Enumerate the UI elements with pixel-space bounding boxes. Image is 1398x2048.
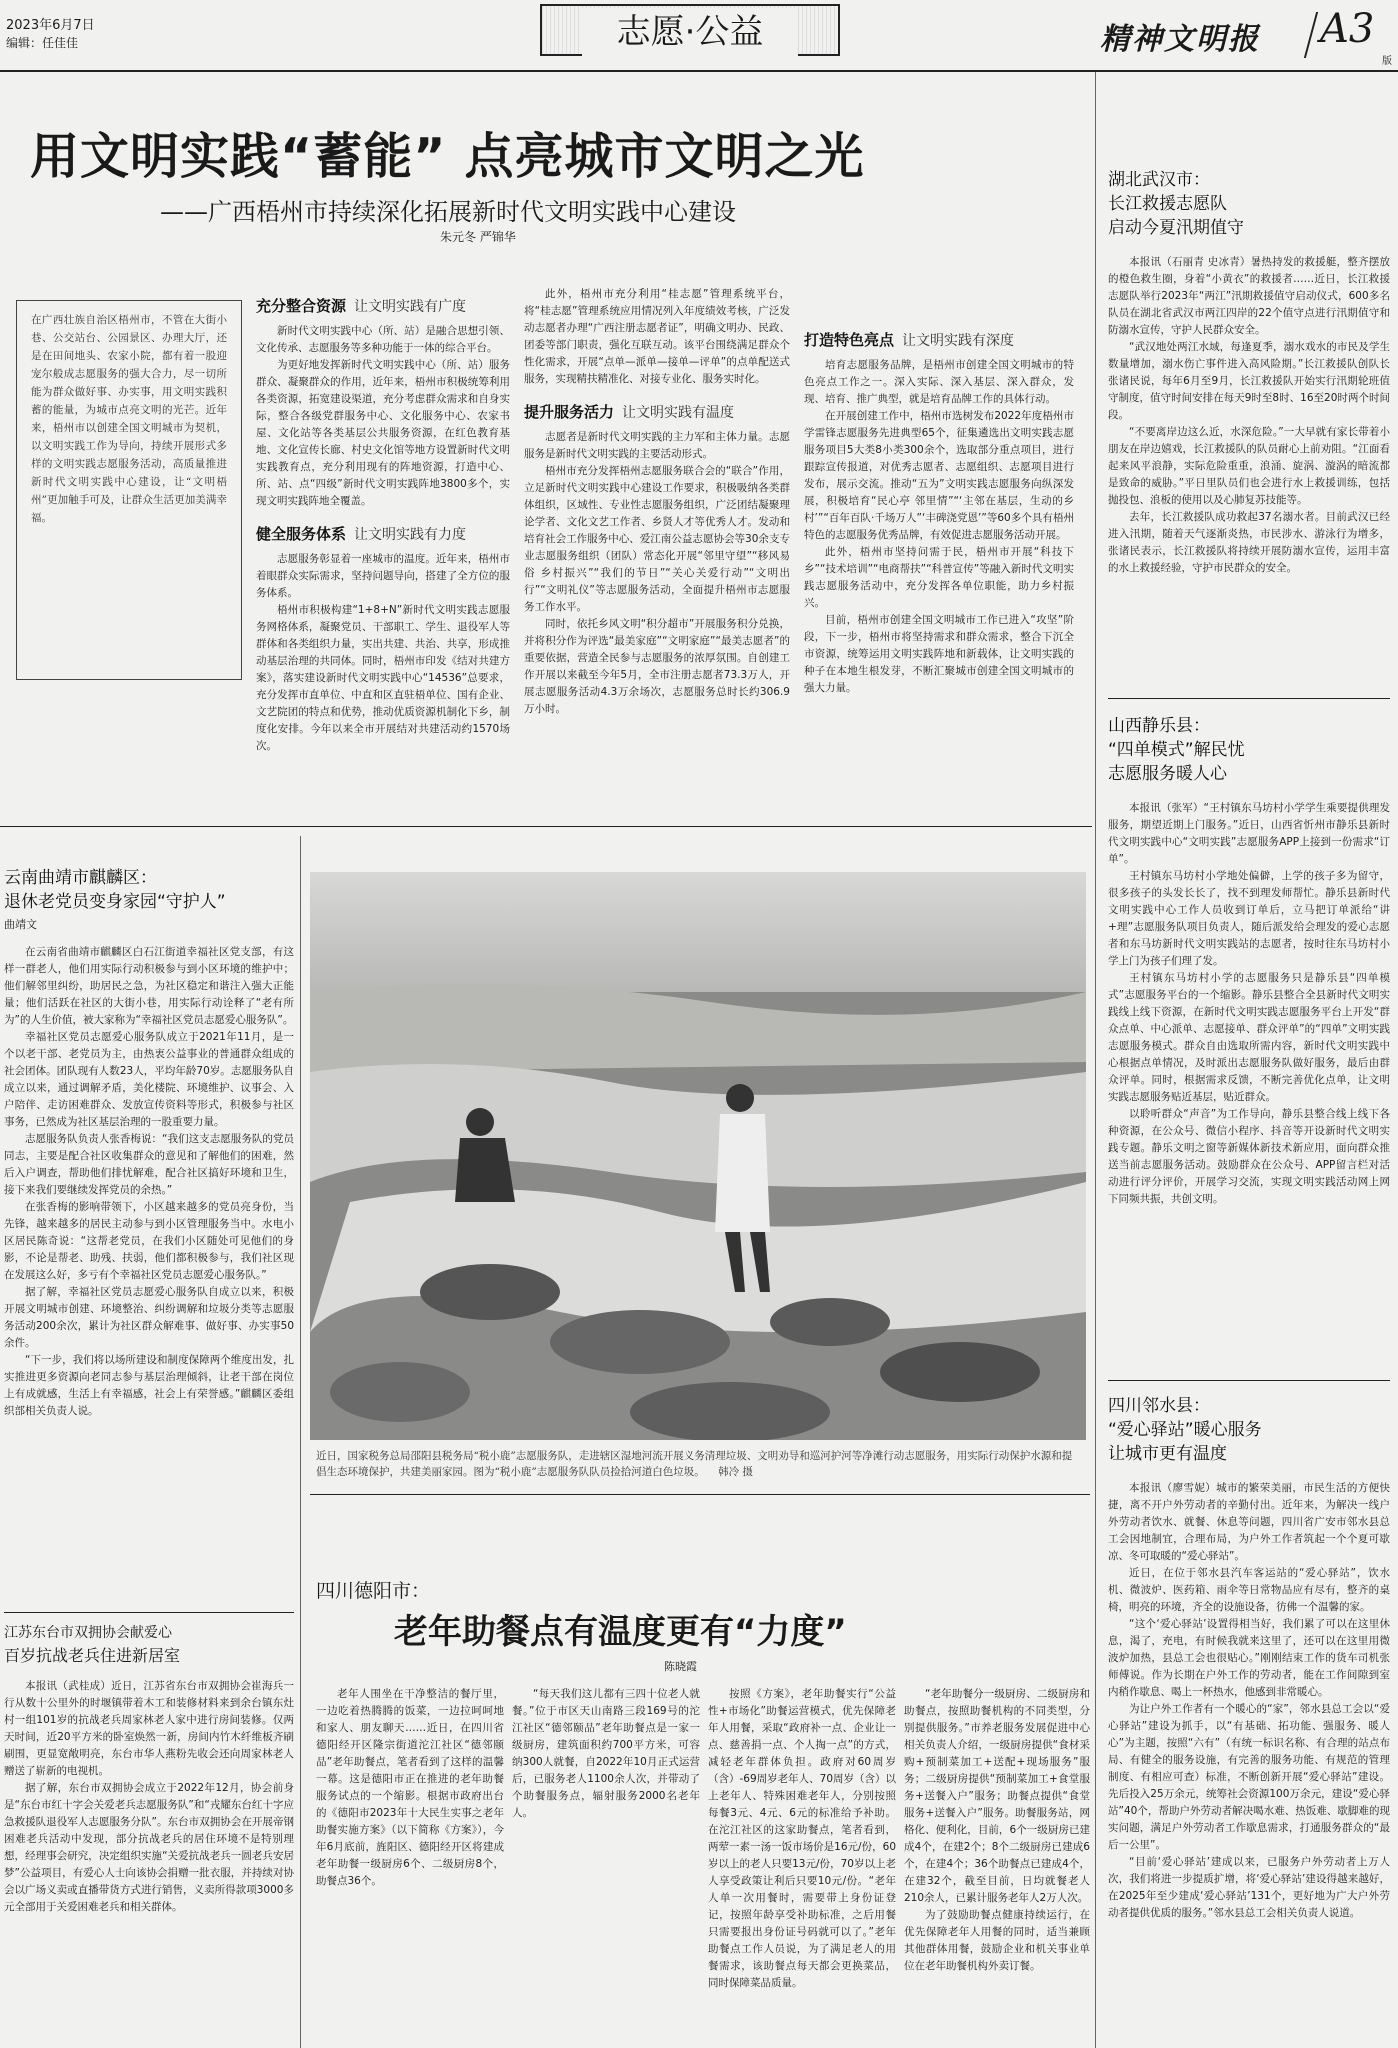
lead-s4-p4: 目前，梧州市创建全国文明城市工作已进入“攻坚”阶段，下一步，梧州市将坚持需求和群众需求，整合下沉全市资源，统筹运用文明实践阵地和新载体，让文明实践的种子在本地生根发芽，不断汇聚城市创建全国文明城市的强大力量。 <box>804 614 1074 694</box>
qujing-body: 在云南省曲靖市麒麟区白石江街道幸福社区党支部，有这样一群老人，他们用实际行动积极参与到小区环境的维护中；他们解邻里纠纷，助居民之急，为社区稳定和谐注入强大正能量；他们活跃在社区的大街小巷，用实际行动诠释了“老有所为”的人生价值，被大家称为“幸福社区党员志愿爱心服务队”。 幸福社区党员志愿爱心服务队成立于2021年11月，是一个以老干部、老党员为主，由热衷公益事业的普通群众组成的社会团体。团队现有人数23人，平均年龄70岁。志愿服务队自成立以来，通过调解矛盾，美化楼院、环境维护、议事会、入户陪伴、走访困难群众、发放宣传资料等形式，积极参与社区事务，已然成为社区基层治理的一股重要力量。 志愿服务队负责人张香梅说：“我们这支志愿服务队的党员同志，主要是配合社区收集群众的意见和了解他们的困难，然后入户调查，帮助他们排忧解难，配合社区搞好环境和卫生，接下来我们要继续发挥党员的余热。” 在张香梅的影响带领下，小区越来越多的党员亮身份，当先锋，越来越多的居民主动参与到小区管理服务当中。水电小区居民陈奇说：“这帮老党员，在我们小区随处可见他们的身影，不论是帮老、助残、扶弱，他们都积极参与，我们社区现在发展这么好，多亏有个幸福社区党员志愿爱心服务队。” 据了解，幸福社区党员志愿爱心服务队自成立以来，积极开展文明城市创建、环境整治、纠纷调解和垃圾分类等志愿服务活动200余次，累计为社区群众解难事、做好事、办实事50余件。 “下一步，我们将以场所建设和制度保障两个维度出发，扎实推进更多资源向老同志参与基层治理倾斜，让老干部在岗位上有成就感，生活上有幸福感，社会上有荣誉感。”麒麟区委组织部相关负责人说。 <box>4 946 294 1417</box>
dongtai-body: 本报讯（武桂成）近日，江苏省东台市双拥协会崔海兵一行从数十公里外的时堰镇带着木工和装修材料来到余台镇东灶村一组101岁的抗战老兵周家林老人家中进行房间装修。仅两天时间，近20平方米的卧室焕然一新，房间内竹木纤维板齐刷刷围，更显宽敞明亮，东台市华人燕粉先收会还向周家林老人赠送了崭新的电视机。 据了解，东台市双拥协会成立于2022年12月，协会前身是“东台市红十字会关爱老兵志愿服务队”和“戎耀东台红十字应急救援队退役军人志愿服务分队”。东台市双拥协会在开展帝钢困难老兵活动中发现，部分抗战老兵的居住环境不是特别理想，经理事会研究，决定组织实施“关爱抗战老兵一圆老兵安居梦”公益项目，有爱心人士向该协会捐赠一批衣服，并持续对协会以广场义卖或直播带货方式进行销售，义卖所得款项3000多元全部用于关爱困难老兵和相关群体。 <box>4 1680 294 1913</box>
lead-s4-p1: 培育志愿服务品牌，是梧州市创建全国文明城市的特色亮点工作之一。深入实际、深入基层、深入群众，发现、培育、推广典型，就是培育品牌工作的具体行动。 <box>804 359 1074 405</box>
lead-subtitle: ——广西梧州市持续深化拓展新时代文明实践中心建设 <box>160 198 736 226</box>
wuhan-title-2: 长江救援志愿队 <box>1108 194 1227 214</box>
side-story-qujing <box>4 866 294 1606</box>
linshui-title-1: 四川邻水县： <box>1108 1396 1210 1416</box>
side-story-jingle <box>1108 714 1390 1374</box>
masthead-rule <box>0 70 1398 72</box>
deyang-headline: 老年助餐点有温度更有“力度” <box>394 1612 847 1652</box>
masthead <box>0 0 1398 72</box>
dongtai-title-1: 江苏东台市双拥协会献爱心 <box>4 1625 172 1641</box>
deyang-title-1: 四川德阳市： <box>316 1580 431 1602</box>
lead-abstract: 在广西壮族自治区梧州市，不管在大街小巷、公交站台、公园景区、办理大厅，还是在田间地头、农家小院，都有着一股迎宠尔般成志愿服务的强大合力，尽一切所能为群众做好事、办实事，用文明实践积蓄的能量，为城市点亮文明的光芒。近年来，梧州市以创建全国文明城市为契机，以文明实践工作为导向，持续开展形式多样的文明实践志愿服务活动，高质量推进新时代文明实践中心建设，让“文明梧州”更加触手可及，让群众生活更加美满幸福。 <box>31 314 227 524</box>
deyang-col-2: “每天我们这儿都有三四十位老人就餐。”位于市区天山南路三段169号的沱江社区“德邻颐品”老年助餐点是一家一级厨房，建筑面积约700平方米，可容纳300人就餐，自2022年10月正式运营后，已服务老人1100余人次，并带动了个助餐服务点，辐射服务2000名老年人。 <box>512 1688 700 1819</box>
section-label: 志愿·公益 <box>582 8 798 56</box>
left-rule-1 <box>4 1612 294 1613</box>
jingle-title-2: “四单模式”解民忧 <box>1108 740 1245 760</box>
deyang-col-1: 老年人围坐在干净整洁的餐厅里，一边吃着热腾腾的饭菜，一边拉呵呵地和家人、朋友聊天……近日，在四川省德阳经开区隆宗街道沱江社区“德邻颐品”老年助餐点，笔者看到了这样的温馨一幕。这是德阳市正在推进的老年助餐服务试点的一个缩影。根据市政府出台的《德阳市2023年十大民生实事之老年助餐实施方案》（以下简称《方案》），今年6月底前，旌阳区、德阳经开区将建成老年助餐一级厨房6个、二级厨房8个，助餐点36个。 <box>316 1688 504 1887</box>
photo-bottom-rule <box>310 1494 1090 1495</box>
side-rule-1 <box>1108 698 1390 699</box>
jingle-body: 本报讯（张军）“王村镇东马坊村小学学生乘要提供理发服务，期望近期上门服务。”近日，山西省忻州市静乐县新时代文明实践中心“文明实践”志愿服务APP上接到一份需求“订单”。 王村镇东马坊村小学地处偏僻，上学的孩子多为留守，很多孩子的头发长长了，找不到理发师帮忙。静乐县新时代文明实践中心工作人员收到订单后，立马把订单派给“讲+理”志愿服务队项目负责人，随后派发给会理发的爱心志愿者和东马坊新时代文明实践站的志愿者，按时往东马坊村小学上门为孩子们理了发。 王村镇东马坊村小学的志愿服务只是静乐县“四单模式”志愿服务平台的一个缩影。静乐县整合全县新时代文明实践线上线下资源，在新时代文明实践志愿服务平台上开发“群众点单、中心派单、志愿接单、群众评单”的“四单”文明实践志愿服务模式。群众自由选取所需内容，新时代文明实践中心根据点单情况，及时派出志愿服务队做好服务，最后由群众评单。同时，根据需求反馈，不断完善优化点单，让文明实践志愿服务贴近基层，贴近群众。 以聆听群众“声音”为工作导向，静乐县整合线上线下各种资源，在公众号、微信小程序、抖音等开设新时代文明实践专题。静乐文明之窗等新媒体新技术新应用，面向群众推送当前志愿服务活动。鼓励群众在公众号、APP留言栏对活动进行评分评价，开展学习交流，实现文明实践活动网上网下同频共振，共创文明。 <box>1108 802 1390 1205</box>
lead-s4-p2: 在开展创建工作中，梧州市选树发布2022年度梧州市学雷锋志愿服务先进典型65个，征集遴选出文明实践志愿服务项目5大类8小类300余个，选取部分重点项目，进行跟踪宣传报道，对优秀志愿者、志愿组织、志愿项目进行发布，展示交流。推动“五为”文明实践志愿服务向纵深发展，积极培育“民心亭 邻里情”“‘主邻在基层，生动的乡村’”“百年百队·千场万人”‘丰碑浇党恩’”等60多个具有梧州特色的志愿服务优秀品牌，有效促进志愿服务活动开展。 <box>804 410 1074 541</box>
deyang-col-3: 按照《方案》，老年助餐实行“公益性+市场化”助餐运营模式，优先保障老年人用餐，采取“政府补一点、企业让一点、慈善捐一点、个人掏一点”的方式，减轻老年群体负担。政府对60周岁（含）-69周岁老年人、70周岁（含）以上老年人、特殊困难老年人，分别按照每餐3元、4元、6元的标准给予补助。在沱江社区的这家助餐点，笔者看到，两荤一素一汤一饭市场价是16元/份，60岁以上的老人只要13元/份，70岁以上老人享受政策让利后只要10元/份。“老年人单一次用餐时，需要带上身份证登记，按照年龄享受补助标准，之后用餐只需要报出身份证号码就可以了。”老年助餐点工作人员说，为了满足老人的用餐需求，该助餐点每天都会更换菜品，同时保障菜品质量。 <box>708 1688 896 1989</box>
lead-s3-p1: 志愿者是新时代文明实践的主力军和主体力量。志愿服务是新时代文明实践的主要活动形式。 <box>524 431 790 460</box>
lead-s1-p2: 为更好地发挥新时代文明实践中心（所、站）服务群众、凝聚群众的作用，近年来，梧州市积极统筹利用各类资源，拓宽建设渠道，充分考虑群众需求和自身实际，整合各级党群服务中心、文化服务中心、农家书屋、文化站等各类基层公共服务资源，在红色教育基地、文化宣传长廊、村史文化馆等地方设置新时代文明实践教育点，充分利用现有的阵地资源，打造中心、所、站、点“四级”新时代文明实践阵地3800多个，实现文明实践阵地全覆盖。 <box>256 359 510 507</box>
side-story-linshui <box>1108 1394 1390 2042</box>
section-heading-1: 充分整合资源 让文明实践有广度 <box>256 297 467 315</box>
lead-s4-p3: 此外，梧州市坚持问需于民，梧州市开展“科技下乡”“技术培训”“电商帮扶”“科普宣传”等融入新时代文明实践志愿服务活动中，充分发挥各单位职能，助力乡村振兴。 <box>804 546 1074 609</box>
lead-s3-p3: 同时，依托乡风文明“积分超市”开展服务积分兑换，并将积分作为评选“最美家庭”“文明家庭”“最美志愿者”的重要依据，营造全民参与志愿服务的浓厚氛围。自创建工作开展以来截至今年5月，全市注册志愿者73.3万人，开展志愿服务活动4.3万余场次，志愿服务总时长约306.9万小时。 <box>524 618 790 715</box>
lead-bottom-rule <box>0 826 1092 827</box>
dongtai-title-2: 百岁抗战老兵住进新居室 <box>4 1646 181 1665</box>
wuhan-body: 本报讯（石丽青 史冰青）暑热持发的救援艇，整齐摆放的橙色救生圈，身着“小黄衣”的救援者……近日，长江救援志愿队举行2023年“两江”汛期救援值守启动仪式，600多名队员在湖北省武汉市两江四岸的22个值守点进行汛期值守和防溺水宣传，守护人民群众安全。 “武汉地处两江水域，每逢夏季，溺水戏水的市民及学生数量增加，溺水伤亡事件进入高风险期。”长江救援队创队长张诸民说，每年6月至9月，长江救援队开始实行汛期轮班值守制度，值守时间安排在每天9时至8时、16至20时两个时间段。 “不要离岸边这么近，水深危险。”一大早就有家长带着小朋友在岸边嬉戏，长江救援队的队员耐心上前劝阻。“江面看起来风平浪静，实际危险重重，浪涌、旋涡、漩涡的暗流都是致命的威胁。”平日里队员们也会进行水上救援训练，包括抛投包、浪板的使用以及心肺复苏技能等。 去年，长江救援队成功救起37名溺水者。目前武汉已经进入汛期，随着天气逐渐炎热，市民涉水、游泳行为增多，张诸民表示，长江救援队将持续开展防溺水宣传，运用丰富的水上救援经验，守护市民群众的安全。 <box>1108 256 1390 574</box>
lead-col-2 <box>524 286 790 820</box>
lead-s2-p1: 志愿服务彰显着一座城市的温度。近年来，梧州市着眼群众实际需求，坚持问题导向，搭建了全方位的服务体系。 <box>256 553 510 599</box>
lead-headline: 用文明实践“蓄能” 点亮城市文明之光 <box>30 128 865 185</box>
jingle-title-3: 志愿服务暖人心 <box>1108 764 1227 784</box>
wuhan-title-3: 启动今夏汛期值守 <box>1108 218 1244 238</box>
side-story-dongtai <box>4 1622 294 2042</box>
qujing-title-1: 云南曲靖市麒麟区： <box>4 868 157 888</box>
page-number: A3 <box>1320 6 1375 52</box>
lead-col-1 <box>256 296 510 820</box>
page-divider <box>1304 12 1318 58</box>
lead-byline: 朱元冬 严锦华 <box>440 230 516 244</box>
photo-credit: 韩冷 摄 <box>718 1466 753 1478</box>
lead-s2-p2: 梧州市积极构建“1+8+N”新时代文明实践志愿服务网格体系，凝聚党员、干部职工、学生、退役军人等群体和各类组织力量，实出共建、共治、共享，形成推动基层治理的共同体。同时，梧州市印发《结对共建方案》，落实建设新时代文明实践中心“14536”总要求，充分发挥市直单位、中直和区直驻梧单位、国有企业、文艺院团的特点和优势，推动优质资源机制化下乡，制度化安排。今年以来全市开展结对共建活动约1570场次。 <box>256 604 510 752</box>
side-story-wuhan <box>1108 168 1390 688</box>
section-heading-2: 健全服务体系 让文明实践有力度 <box>256 525 467 543</box>
wuhan-title-1: 湖北武汉市： <box>1108 170 1210 190</box>
section-banner <box>540 4 840 56</box>
linshui-body: 本报讯（廖雪妮）城市的繁荣美丽，市民生活的方便快捷，离不开户外劳动者的辛勤付出。近年来，为解决一线户外劳动者饮水、就餐、休息等问题，四川省广安市邻水县总工会因地制宜，合理布局，为户外工作者筑起一个个夏可歇凉、冬可取暖的“爱心驿站”。 近日，在位于邻水县汽车客运站的“爱心驿站”，饮水机、微波炉、医药箱、雨伞等日常物品应有尽有，整齐的桌椅，明亮的环境，齐全的设施设备，彷佛一个温馨的家。 “这个‘爱心驿站’设置得相当好，我们累了可以在这里休息，渴了，充电，有时候我就来这里了，还可以在这里用微波炉加热，县总工会也很贴心。”刚刚结束工作的货车司机张师傅说。作为长期在户外工作的劳动者，能在工作间隙到室内稍作歇息、喝上一杯热水，他感到非常暖心。 为让户外工作者有一个暖心的“家”，邻水县总工会以“爱心驿站”建设为抓手，以“有基础、拓功能、强服务、暖人心”为主题，按照“六有”（有统一标识名称、有合理的站点布局、有健全的服务设施，有完善的服务功能、有规范的管理制度、有相应可查）标准，不断创新开展“爱心驿站”建设。先后投入25万余元，统筹社会资源100万余元，建设“爱心驿站”40个，帮助户外劳动者解决喝水难、热饭难、歇脚难的现实问题，满足户外劳动者工作歇息需求，打通服务群众的“最后一公里”。 “目前‘爱心驿站’建成以来，已服务户外劳动者上万人次，我们将进一步提质扩增，将‘爱心驿站’建设得越来越好，在2025年至少建成‘爱心驿站’131个，更好地为广大户外劳动者提供优质的服务。”邻水县总工会相关负责人说道。 <box>1108 1482 1390 1919</box>
photo-caption <box>316 1448 1080 1480</box>
linshui-title-2: “爱心驿站”暖心服务 <box>1108 1420 1262 1440</box>
lead-col-3 <box>804 286 1074 820</box>
issue-date: 2023年6月7日 <box>6 18 95 33</box>
deyang-col-4: “老年助餐分一级厨房、二级厨房和助餐点，按照助餐机构的不同类型，分别提供服务。”市养老服务发展促进中心相关负责人介绍，一级厨房提供“食材采购+预制菜加工+送配+现场服务”服务；二级厨房提供“预制菜加工+食堂服务+送餐入户”服务；助餐点提供“食堂服务+送餐入户”服务。助餐服务站，网格化、便利化，目前，6个一级厨房已建成4个，在建2个；8个二级厨房已建成6个，在建4个；36个助餐点已建成4个，在建32个，截至目前，日均就餐老人210余人，已累计服务老年人2万人次。 为了鼓励助餐点健康持续运行，在优先保障老年人用餐的同时，适当兼顾其他群体用餐，鼓励企业和机关事业单位在老年助餐机构外卖订餐。 <box>904 1688 1090 1972</box>
qujing-byline: 曲靖文 <box>4 918 37 931</box>
qujing-title-2: 退休老党员变身家园“守护人” <box>4 892 226 912</box>
section-heading-3: 提升服务活力 让文明实践有温度 <box>524 403 735 421</box>
lead-s2-p3: 此外，梧州市充分利用“桂志愿”管理系统平台，将“桂志愿”管理系统应用情况列入年度绩效考核，广泛发动志愿者办理“广西注册志愿者证”，明确文明办、民政、团委等部门职责，强化互联互动。该平台围绕满足群众个性化需求，开展“点单—派单—接单—评单”的点单配送式服务，实现精扶精准化、对接专业化、服务实时化。 <box>524 288 790 385</box>
caption-text: 近日，国家税务总局邵阳县税务局“税小鹿”志愿服务队，走进辖区湿地河流开展义务清理垃圾、文明劝导和巡河护河等净滩行动志愿服务，用实际行动保护水源和提倡生态环境保护，共建美丽家园。图为“税小鹿”志愿服务队队员捡拾河道白色垃圾。 <box>316 1450 1073 1478</box>
editor-credit: 编辑：任佳佳 <box>6 36 79 50</box>
photo-illustration <box>310 872 1086 1440</box>
jingle-title-1: 山西静乐县： <box>1108 716 1210 736</box>
lead-abstract-box <box>16 300 242 680</box>
right-column-rule <box>1095 72 1096 2048</box>
section-heading-4: 打造特色亮点 让文明实践有深度 <box>804 331 1015 349</box>
side-rule-2 <box>1108 1380 1390 1381</box>
deyang-byline: 陈晓霞 <box>664 1660 697 1673</box>
left-column-rule <box>300 836 301 2048</box>
page-suffix: 版 <box>1382 56 1392 67</box>
paper-name: 精神文明报 <box>1100 22 1260 57</box>
linshui-title-3: 让城市更有温度 <box>1108 1444 1227 1464</box>
lead-s1-p1: 新时代文明实践中心（所、站）是融合思想引领、文化传承、志愿服务等多种功能于一体的综合平台。 <box>256 325 510 354</box>
river-cleanup-photo <box>310 872 1086 1440</box>
lead-s3-p2: 梧州市充分发挥梧州志愿服务联合会的“联合”作用，立足新时代文明实践中心建设工作要求，积极吸纳各类群体组织，区域性、专业性志愿服务组织，广泛团结凝聚理论学者、文化文艺工作者、乡贤人才等优秀人才。发动和培育社会工作服务中心、爱江南公益志愿协会等30余支专业志愿服务组织（团队）常态化开展“邻里守望”“移风易俗 乡村振兴”“我们的节日”“关心关爱行动”“文明出行”“文明礼仪”等志愿服务活动，全面提升梧州市志愿服务工作水平。 <box>524 465 790 613</box>
